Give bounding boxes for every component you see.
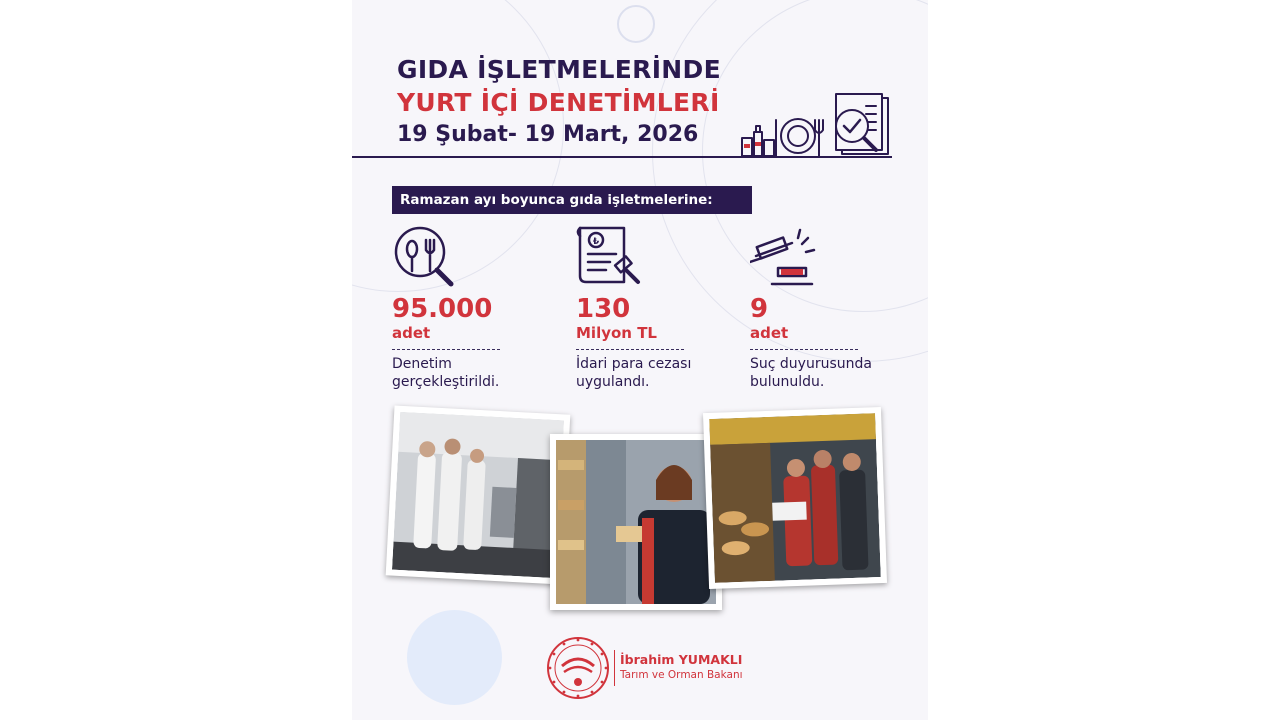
stat-unit: adet [392, 324, 431, 342]
stat-description: Denetim gerçekleştirildi. [392, 356, 500, 390]
intro-banner: Ramazan ayı boyunca gıda işletmelerine: [392, 186, 752, 214]
minister-title: Tarım ve Orman Bakanı [620, 669, 743, 681]
footer-separator [614, 650, 615, 686]
header-divider [352, 156, 892, 158]
infographic-poster [352, 0, 928, 720]
stat-divider [392, 349, 500, 350]
minister-name: İbrahim YUMAKLI [620, 652, 743, 667]
stat-description: İdari para cezası uygulandı. [576, 356, 692, 390]
stat-unit: Milyon TL [576, 324, 657, 342]
stat-divider [576, 349, 684, 350]
lira-document-stamp-icon [576, 222, 646, 292]
stat-number: 9 [750, 294, 769, 324]
header-illustration-icon [738, 92, 894, 160]
title-line-2: YURT İÇİ DENETİMLERİ [397, 88, 720, 117]
stat-description: Suç duyurusunda bulunuldu. [750, 356, 872, 390]
stat-number: 95.000 [392, 294, 493, 324]
gavel-icon [750, 222, 820, 292]
photo-kitchen-inspection [386, 406, 571, 585]
background-ring [617, 5, 655, 43]
stat-divider [750, 349, 858, 350]
ministry-seal-icon [546, 636, 610, 700]
date-range: 19 Şubat- 19 Mart, 2026 [397, 122, 699, 147]
background-circle [407, 610, 502, 705]
stat-number: 130 [576, 294, 631, 324]
stat-unit: adet [750, 324, 789, 342]
food-inspection-icon [392, 222, 462, 292]
title-line-1: GIDA İŞLETMELERİNDE [397, 55, 721, 84]
photo-inspector-shelf [550, 434, 722, 610]
photo-bakery-inspection [703, 407, 887, 589]
svg-text:₺: ₺ [592, 237, 600, 247]
